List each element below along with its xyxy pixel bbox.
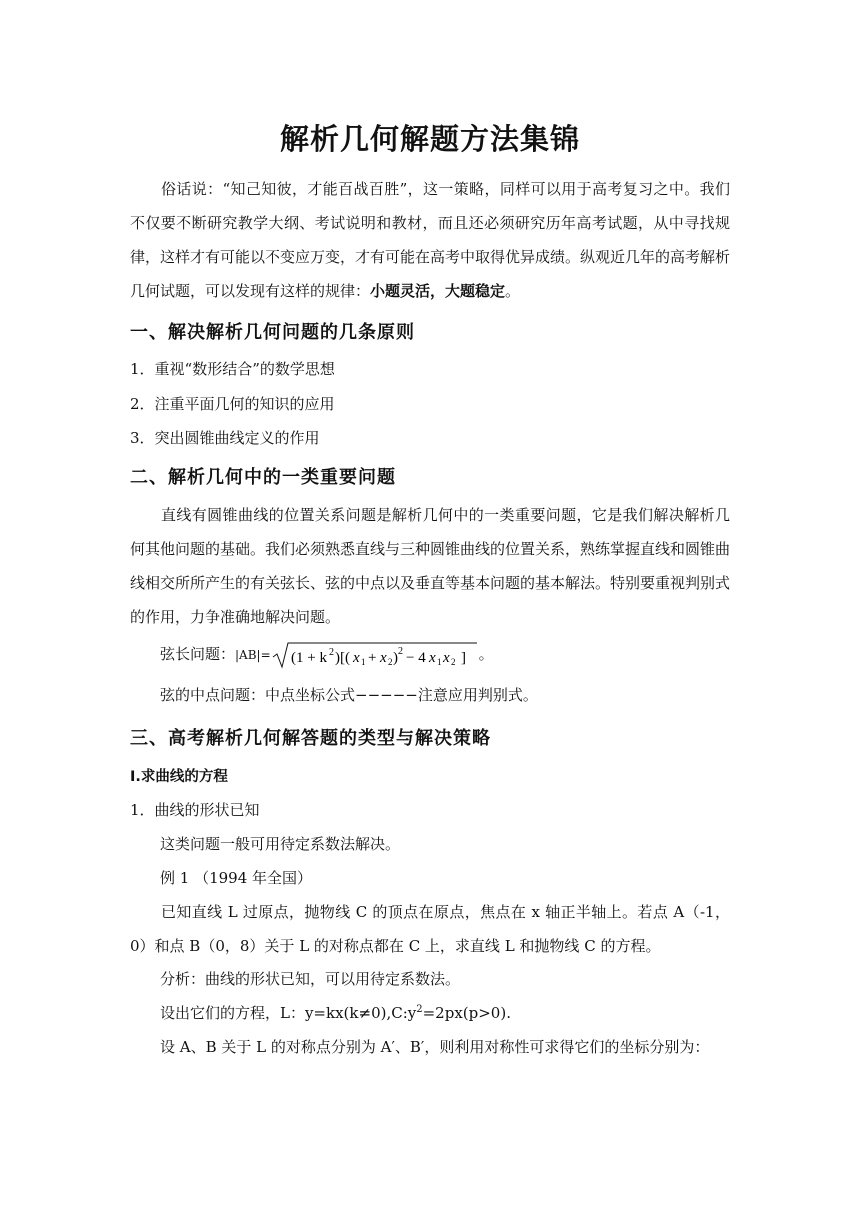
chord-length-formula xyxy=(271,640,479,670)
setup-text-a: 设出它们的方程，L：y=kx(k≠0),C:y xyxy=(160,1004,417,1022)
svg-text:(1 + k: (1 + k xyxy=(290,650,327,666)
method-line: 这类问题一般可用待定系数法解决。 xyxy=(160,835,401,853)
example-line: 例 1 （1994 年全国） xyxy=(160,869,313,887)
setup-line xyxy=(160,1002,511,1023)
intro-emphasis: 小题灵活，大题稳定 xyxy=(370,282,506,300)
svg-text:x: x xyxy=(379,650,387,666)
section1-item-3: 3．突出圆锥曲线定义的作用 xyxy=(130,429,320,447)
setup-text-b: =2px(p>0). xyxy=(422,1004,511,1022)
svg-text:)[(: )[( xyxy=(334,650,350,666)
symmetry-line: 设 A、B 关于 L 的对称点分别为 A′、B′，则利用对称性可求得它们的坐标分别为： xyxy=(160,1038,710,1056)
section3-item1: 1．曲线的形状已知 xyxy=(130,801,260,819)
section2-heading: 二、解析几何中的一类重要问题 xyxy=(130,467,396,488)
chord-length-end: 。 xyxy=(478,645,494,663)
svg-text:x: x xyxy=(352,650,360,666)
chord-formula-lhs: |AB|= xyxy=(235,648,271,662)
problem-paragraph: 已知直线 L 过原点，抛物线 C 的顶点在原点，焦点在 x 轴正半轴上。若点 A（-1，0）和点 B（0，8）关于 L 的对称点都在 C 上，求直线 L 和抛物线 C 的方程。 xyxy=(130,903,730,955)
svg-text:1: 1 xyxy=(436,657,442,667)
setup-superscript: 2 xyxy=(416,1004,423,1015)
section2-paragraph: 直线有圆锥曲线的位置关系问题是解析几何中的一类重要问题，它是我们解决解析几何其他问题的基础。我们必须熟悉直线与三种圆锥曲线的位置关系，熟练掌握直线和圆锥曲线相交所所产生的有关弦长、弦的中点以及垂直等基本问题的基本解法。特别要重视判别式的作用，力争准确地解决问题。 xyxy=(130,506,731,626)
svg-text:2: 2 xyxy=(387,657,393,667)
document-title: 解析几何解题方法集锦 xyxy=(279,122,580,156)
svg-text:): ) xyxy=(392,650,398,666)
svg-text:2: 2 xyxy=(328,647,334,658)
section3-heading: 三、高考解析几何解答题的类型与解决策略 xyxy=(130,728,491,749)
intro-end: 。 xyxy=(505,282,521,300)
svg-text:2: 2 xyxy=(450,657,456,667)
section3-sub1: Ⅰ.求曲线的方程 xyxy=(130,769,228,785)
section1-item-1: 1．重视“数形结合”的数学思想 xyxy=(130,360,335,378)
svg-text:− 4: − 4 xyxy=(405,650,426,666)
svg-text:]: ] xyxy=(460,650,466,666)
analysis-line: 分析：曲线的形状已知，可以用待定系数法。 xyxy=(160,970,461,988)
svg-text:2: 2 xyxy=(397,646,403,657)
svg-text:x: x xyxy=(428,650,436,666)
svg-text:+: + xyxy=(367,650,377,666)
section1-heading: 一、解决解析几何问题的几条原则 xyxy=(130,322,415,343)
section1-item-2: 2．注重平面几何的知识的应用 xyxy=(130,395,335,413)
chord-length-label: 弦长问题： xyxy=(160,645,236,663)
svg-text:x: x xyxy=(442,650,450,666)
midpoint-line: 弦的中点问题：中点坐标公式−−−−−注意应用判别式。 xyxy=(160,686,538,704)
intro-paragraph xyxy=(130,172,730,308)
chord-length-line xyxy=(160,640,494,670)
svg-text:1: 1 xyxy=(360,657,366,667)
intro-text: 俗话说：“知己知彼，才能百战百胜”，这一策略，同样可以用于高考复习之中。我们不仅要不断研究教学大纲、考试说明和教材，而且还必须研究历年高考试题，从中寻找规律，这样才有可能以不变应万变，才有可能在高考中取得优异成绩。纵观近几年的高考解析几何试题，可以发现有这样的规律： xyxy=(130,180,731,300)
